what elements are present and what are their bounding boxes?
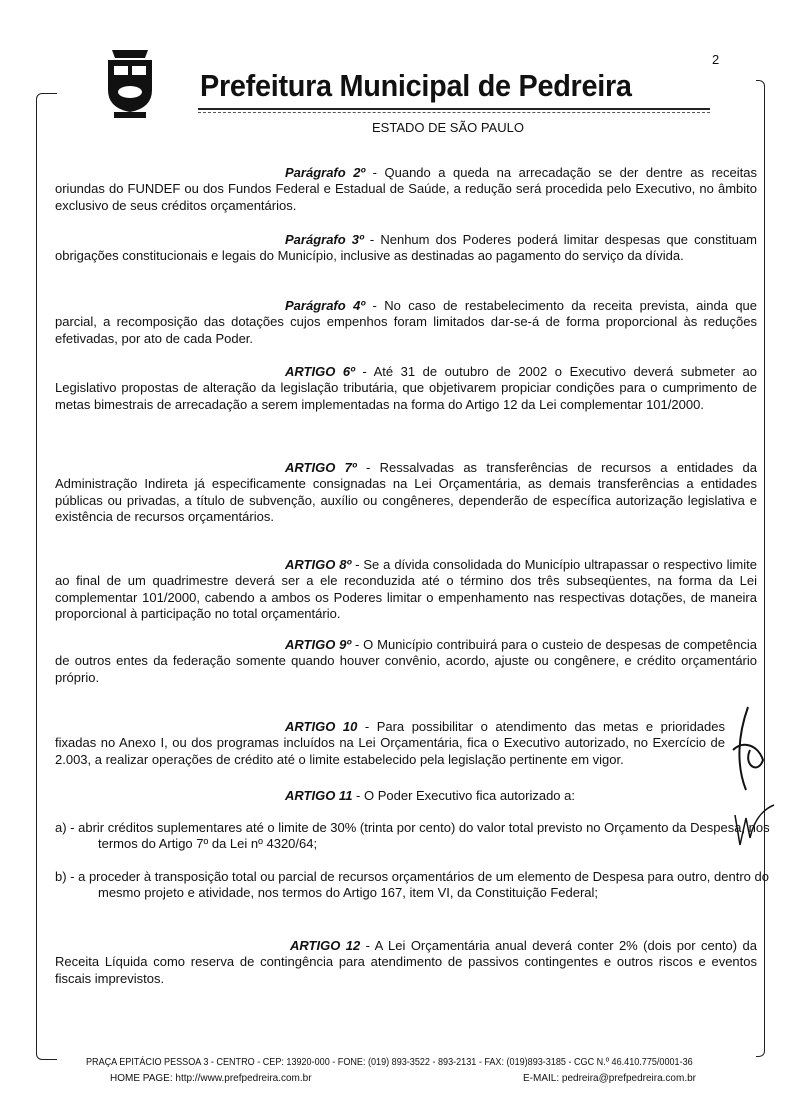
header-rule-dashed [198,112,710,113]
footer-address: PRAÇA EPITÁCIO PESSOA 3 - CENTRO - CEP: 13920-000 - FONE: (019) 893-3522 - 893-2131 - FAX: (019)893-3185 - CGC N.º 46.410.775/0001-36 [86,1057,693,1068]
paragraph [55,298,757,347]
article-label: ARTIGO 7º [285,460,357,475]
article-text: - Ressalvadas as transferências de recursos a entidades da Administração Indireta já especificamente consignadas na Lei Orçamentária, as demais transferências a entidades públicas ou privadas, a título de subvenção, auxílio ou congêneres, dependerão de específica autorização legislativa e existência de recursos orçamentários. [55,460,757,525]
list-item [55,869,778,902]
article-text: - O Poder Executivo fica autorizado a: [352,788,575,803]
list-marker: a) [55,820,71,835]
article [55,719,725,768]
paragraph [55,165,757,214]
article-label: ARTIGO 8º [285,557,352,572]
article-label: ARTIGO 9º [285,637,352,652]
article-text: - Para possibilitar o atendimento das metas e prioridades fixadas no Anexo I, ou dos programas incluídos na Lei Orçamentária, fica o Executivo autorizado, no Exercício de 2.003, a realizar operações de crédito até o limite estabelecido pela legislação pertinente em vigor. [55,719,725,767]
article-text: - A Lei Orçamentária anual deverá conter 2% (dois por cento) da Receita Líquida como reserva de contingência para atendimento de passivos contingentes e outros riscos e eventos fiscais imprevistos. [55,938,757,986]
municipal-crest-logo [100,40,160,120]
handwritten-signature [728,705,768,795]
article [55,364,757,413]
paragraph-text: - No caso de restabelecimento da receita prevista, ainda que parcial, a recomposição das dotações cujos empenhos foram limitados dar-se-á de forma proporcional às reduções efetivadas, por ato de cada Poder. [55,298,758,346]
article [55,637,757,686]
paragraph-label: Parágrafo 4º [285,298,366,313]
article [55,557,757,623]
list-text: - a proceder à transposição total ou parcial de recursos orçamentários de um elemento de Despesa para outro, dentro do mesmo projeto e atividade, nos termos do Artigo 167, item VI, da Constituição Federal; [70,869,769,901]
article-text: - Se a dívida consolidada do Município ultrapassar o respectivo limite ao final de um quadrimestre deverá ser a ele reconduzida até o término dos três subseqüentes, na forma da Lei complementar 101/2000, cabendo a ambos os Poderes limitar o empenhamento nas respectivas dotações, de maneira proporcional à participação no total orçamentário. [55,557,757,622]
article-label: ARTIGO 6º [285,364,355,379]
page-number: 2 [712,52,720,67]
article [55,460,757,526]
paragraph-text: - Nenhum dos Poderes poderá limitar despesas que constituam obrigações constitucionais e legais do Município, inclusive as destinadas ao pagamento do serviço da dívida. [55,232,758,264]
list-item [55,820,778,853]
article-text: - Até 31 de outubro de 2002 o Executivo deverá submeter ao Legislativo propostas de alteração da legislação tributária, que objetivarem propiciar condições para o cumprimento de metas bimestrais de arrecadação a serem implementadas na forma do Artigo 12 da Lei complementar 101/2000. [55,364,757,412]
article [55,788,757,804]
article-label: ARTIGO 11 [285,788,353,803]
paragraph-label: Parágrafo 3º [285,232,364,247]
article [55,938,757,987]
document-title: Prefeitura Municipal de Pedreira [200,68,632,103]
paragraph-text: - Quando a queda na arrecadação se der dentre as receitas oriundas do FUNDEF ou dos Fundos Federal e Estadual de Saúde, a redução será procedida pelo Executivo, no âmbito exclusivo de seus créditos orçamentários. [55,165,757,213]
header-rule [198,108,710,110]
footer-email[interactable]: E-MAIL: pedreira@prefpedreira.com.br [523,1073,696,1084]
paragraph-label: Parágrafo 2º [285,165,366,180]
state-subtitle: ESTADO DE SÃO PAULO [372,120,524,135]
article-label: ARTIGO 12 [290,938,361,953]
page-border-left [36,93,57,1060]
list-text: - abrir créditos suplementares até o limite de 30% (trinta por cento) do valor total previsto no Orçamento da Despesa, nos termos do Artigo 7º da Lei nº 4320/64; [70,820,770,852]
paragraph [55,232,757,265]
article-label: ARTIGO 10 [285,719,358,734]
page-border-right [756,80,765,1057]
handwritten-initials [732,800,777,850]
list-marker: b) [55,869,71,884]
footer-homepage[interactable]: HOME PAGE: http://www.prefpedreira.com.br [110,1073,312,1084]
article-text: - O Município contribuirá para o custeio de despesas de competência de outros entes da federação somente quando houver convênio, acordo, ajuste ou congênere, e crédito orçamentário próprio. [55,637,757,685]
